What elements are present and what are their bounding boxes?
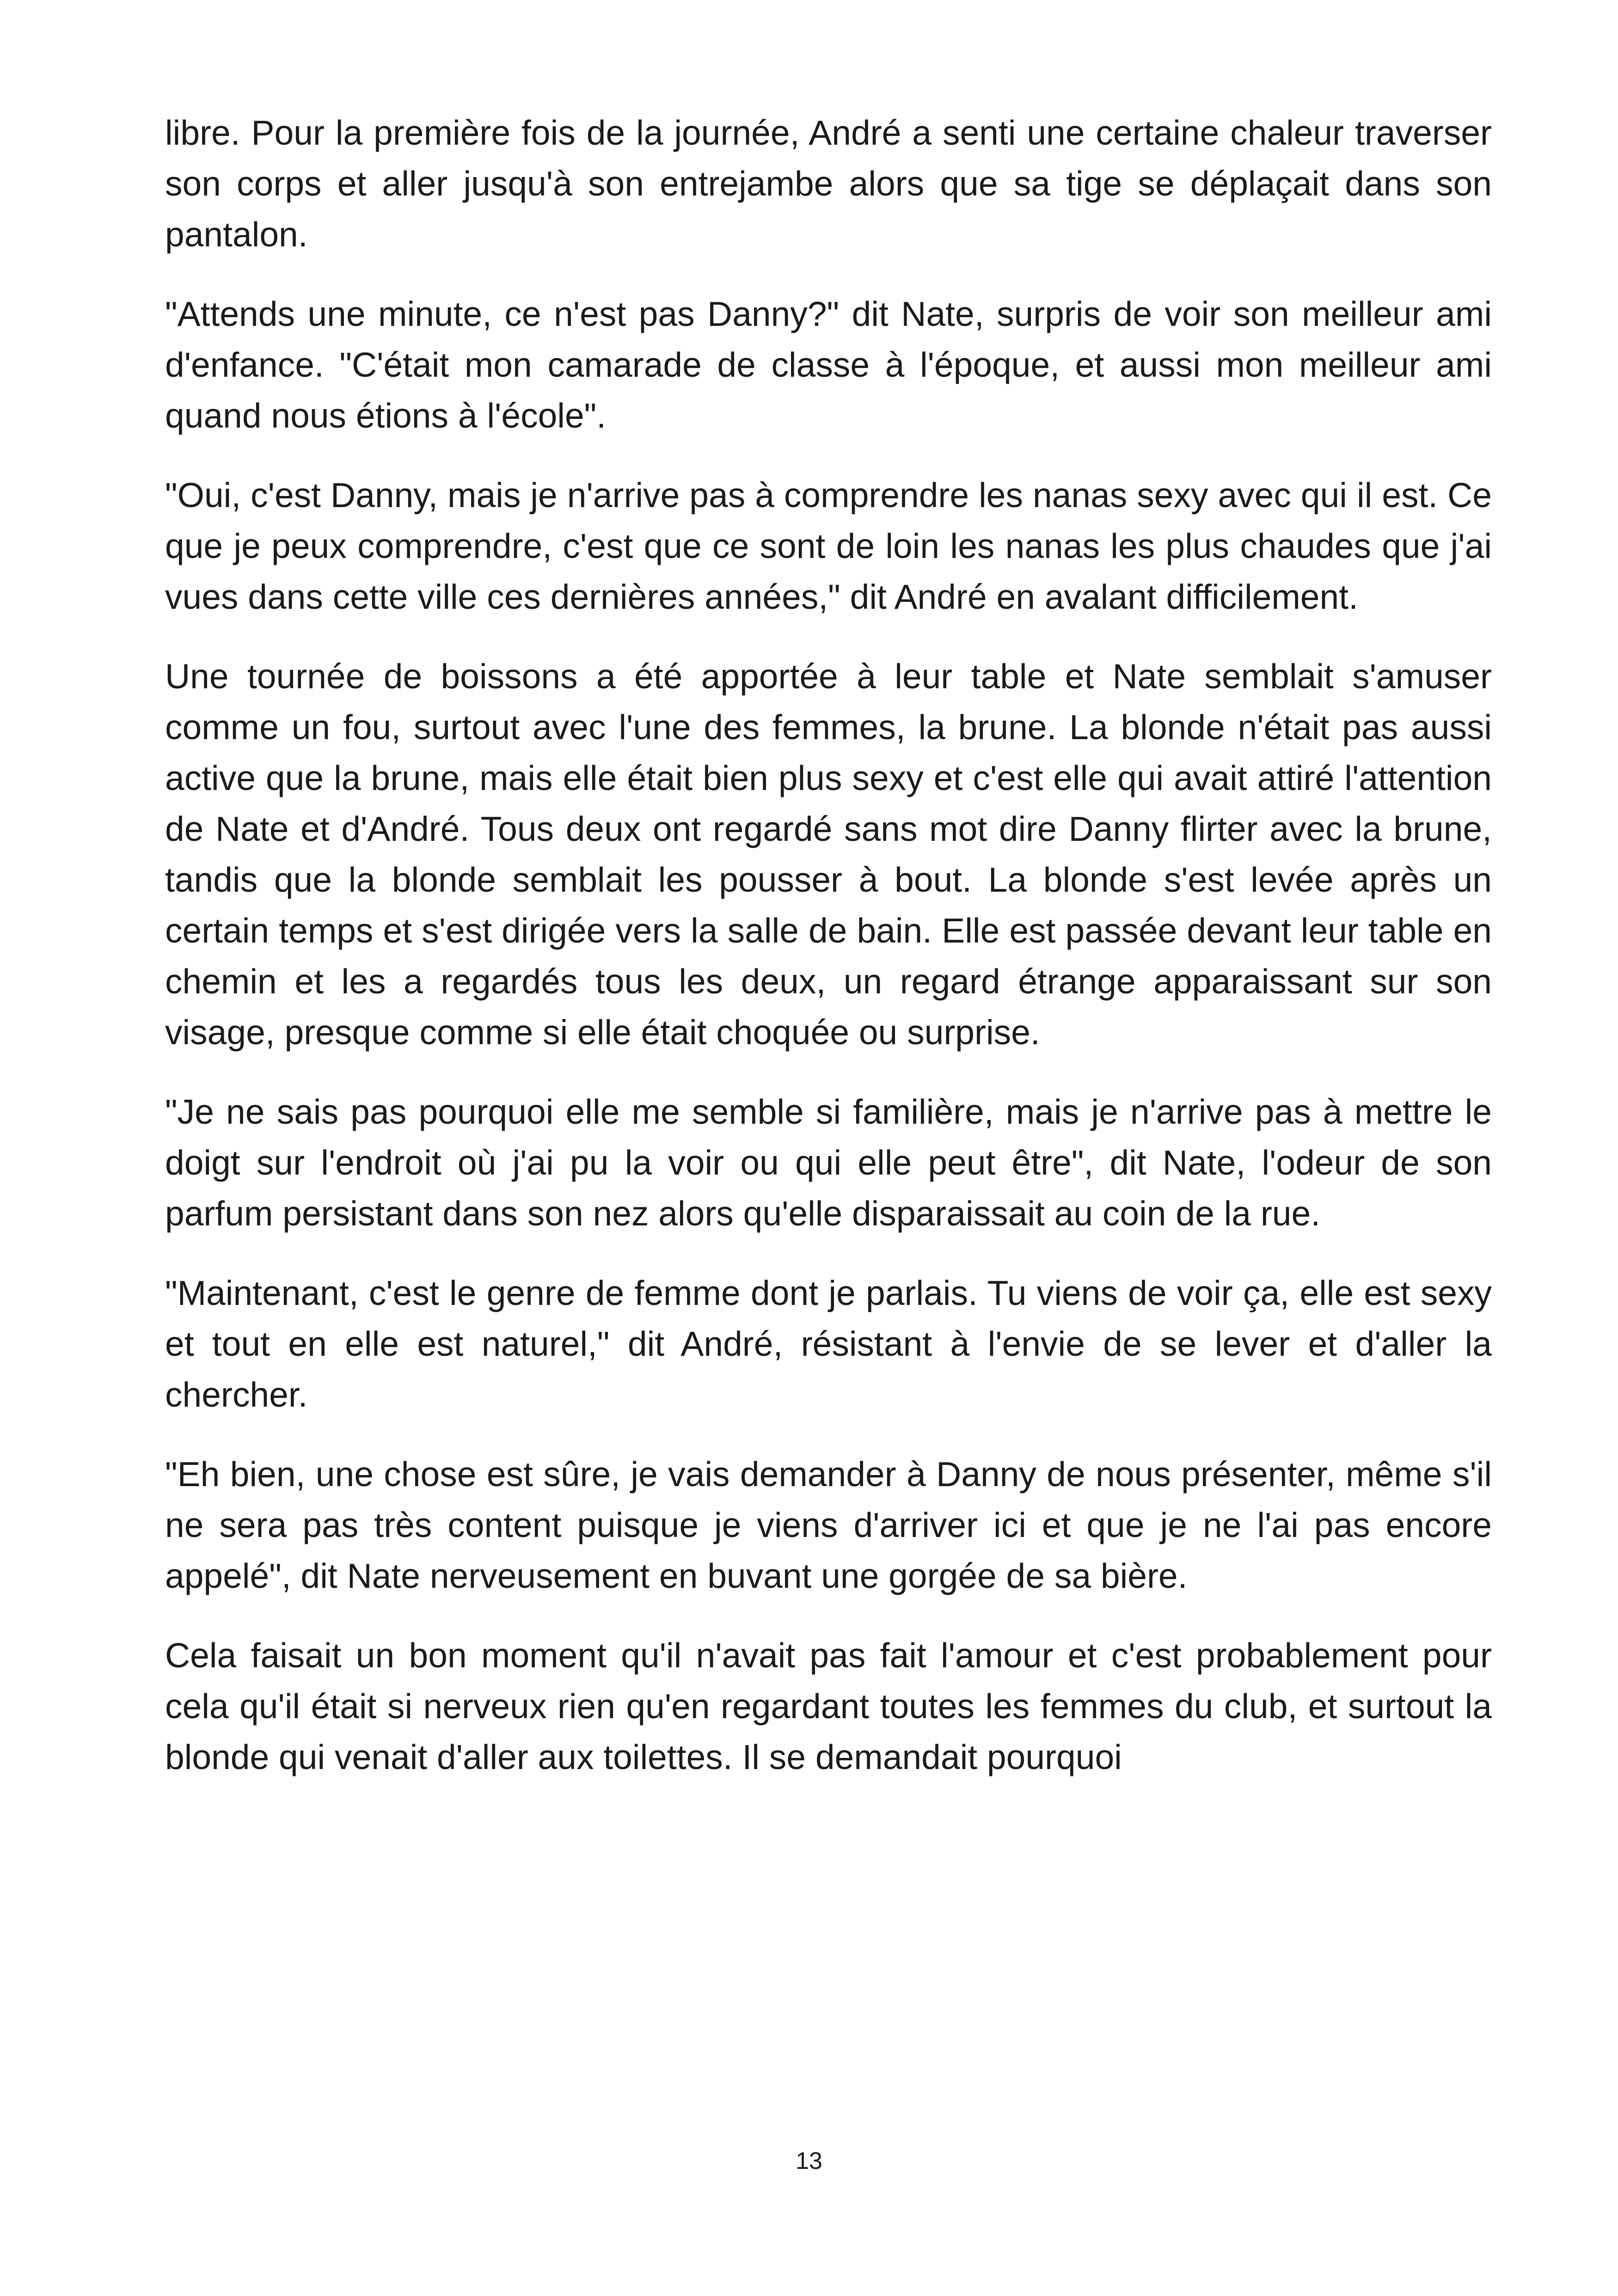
paragraph-2: "Attends une minute, ce n'est pas Danny?" dit Nate, surpris de voir son meilleur ami d'enfance. "C'était mon camarade de classe à l'époque, et aussi mon meilleur ami quand nous étions à l'école". <box>165 294 1492 435</box>
paragraph-7: "Eh bien, une chose est sûre, je vais demander à Danny de nous présenter, même s'il ne sera pas très content puisque je viens d'arriver ici et que je ne l'ai pas encore appelé", dit Nate nerveusement en buvant une gorgée de sa bière. <box>165 1455 1492 1595</box>
paragraph-1: libre. Pour la première fois de la journée, André a senti une certaine chaleur traverser son corps et aller jusqu'à son entrejambe alors que sa tige se déplaçait dans son pantalon. <box>165 113 1492 254</box>
paragraph-8: Cela faisait un bon moment qu'il n'avait pas fait l'amour et c'est probablement pour cela qu'il était si nerveux rien qu'en regardant toutes les femmes du club, et surtout la blonde qui venait d'aller aux toilettes. Il se demandait pourquoi <box>165 1636 1492 1776</box>
paragraph-3: "Oui, c'est Danny, mais je n'arrive pas à comprendre les nanas sexy avec qui il est. Ce que je peux comprendre, c'est que ce sont de loin les nanas les plus chaudes que j'ai vues dans cette ville ces dernières années," dit André en avalant difficilement. <box>165 476 1492 616</box>
page-number: 13 <box>796 2148 822 2174</box>
paragraph-6: "Maintenant, c'est le genre de femme dont je parlais. Tu viens de voir ça, elle est sexy et tout en elle est naturel," dit André, résistant à l'envie de se lever et d'aller la chercher. <box>165 1274 1492 1414</box>
paragraph-4: Une tournée de boissons a été apportée à leur table et Nate semblait s'amuser comme un fou, surtout avec l'une des femmes, la brune. La blonde n'était pas aussi active que la brune, mais elle était bien plus sexy et c'est elle qui avait attiré l'attention de Nate et d'André. Tous deux ont regardé sans mot dire Danny flirter avec la brune, tandis que la blonde semblait les pousser à bout. La blonde s'est levée après un certain temps et s'est dirigée vers la salle de bain. Elle est passée devant leur table en chemin et les a regardés tous les deux, un regard étrange apparaissant sur son visage, presque comme si elle était choquée ou surprise. <box>165 657 1492 1052</box>
body-text <box>165 107 1492 1782</box>
paragraph-5: "Je ne sais pas pourquoi elle me semble si familière, mais je n'arrive pas à mettre le doigt sur l'endroit où j'ai pu la voir ou qui elle peut être", dit Nate, l'odeur de son parfum persistant dans son nez alors qu'elle disparaissait au coin de la rue. <box>165 1092 1492 1233</box>
